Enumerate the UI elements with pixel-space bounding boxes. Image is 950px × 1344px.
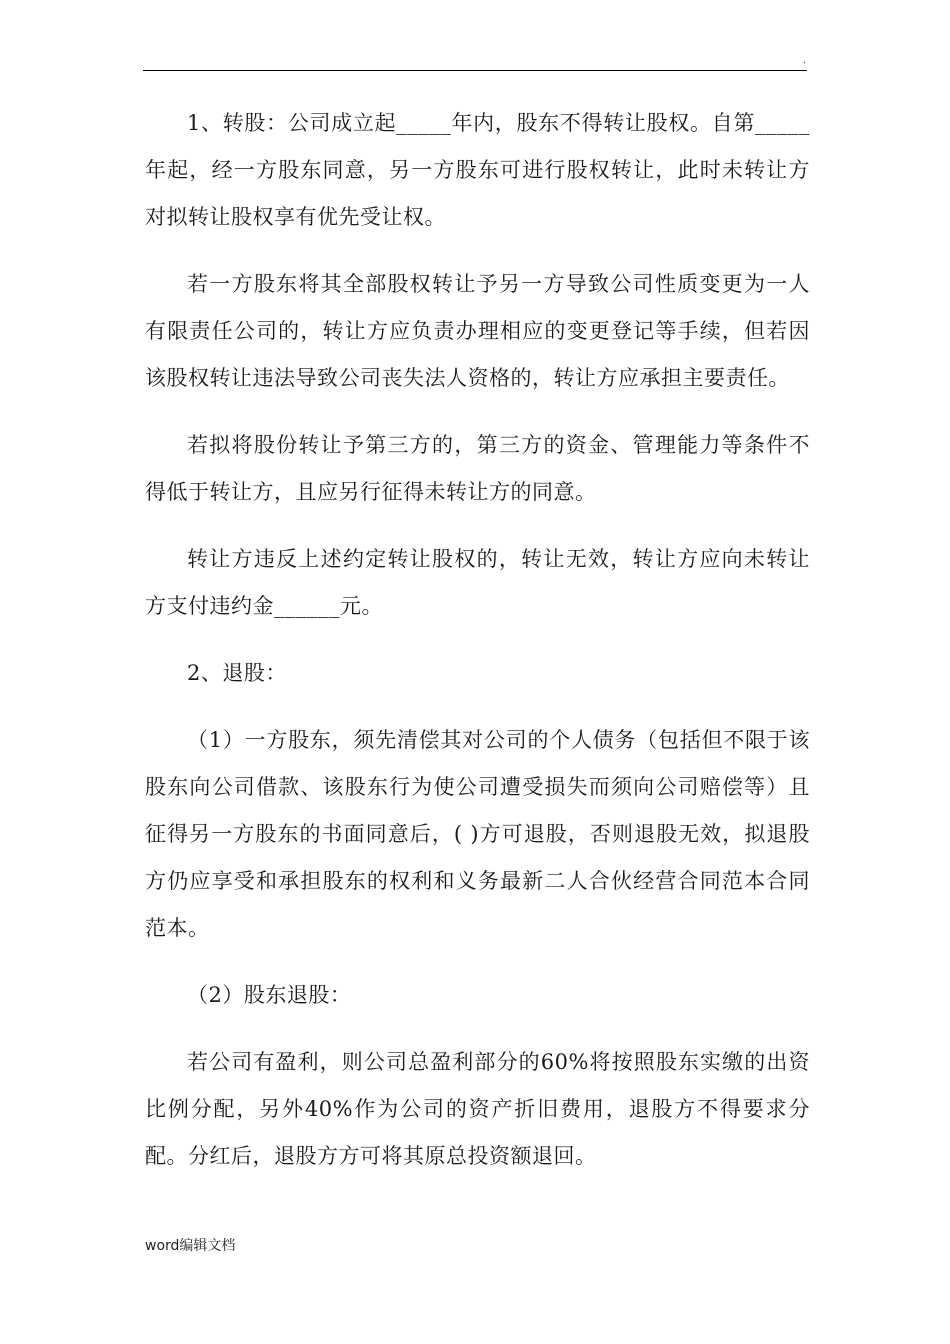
header-mark: . [803,55,807,66]
header-rule [143,70,807,71]
paragraph-third-party: 若拟将股份转让予第三方的，第三方的资金、管理能力等条件不得低于转让方，且应另行征得未转让方的同意。 [145,433,810,504]
paragraph-breach-penalty: 转让方违反上述约定转让股权的，转让无效，转让方应向未转让方支付违约金______元。 [145,547,810,618]
document-body [145,100,810,1200]
paragraph-full-transfer: 若一方股东将其全部股权转让予另一方导致公司性质变更为一人有限责任公司的，转让方应负责办理相应的变更登记等手续，但若因该股权转让违法导致公司丧失法人资格的，转让方应承担主要责任。 [145,272,810,390]
paragraph-transfer-shares: 1、转股：公司成立起_____年内，股东不得转让股权。自第_____年起，经一方股东同意，另一方股东可进行股权转让，此时未转让方对拟转让股权享有优先受让权。 [145,111,810,229]
footer-label: word编辑文档 [145,1238,236,1254]
heading-withdrawal: 2、退股： [187,661,287,685]
heading-shareholder-withdrawal: （2）股东退股： [187,983,352,1007]
paragraph-profit-distribution: 若公司有盈利，则公司总盈利部分的60%将按照股东实缴的出资比例分配，另外40%作为公司的资产折旧费用，退股方不得要求分配。分红后，退股方方可将其原总投资额退回。 [145,1050,810,1168]
paragraph-withdrawal-condition: （1）一方股东，须先清偿其对公司的个人债务（包括但不限于该股东向公司借款、该股东行为使公司遭受损失而须向公司赔偿等）且征得另一方股东的书面同意后，( )方可退股，否则退股无效，拟退股方仍应享受和承担股东的权利和义务最新二人合伙经营合同范本合同范本。 [145,728,810,940]
